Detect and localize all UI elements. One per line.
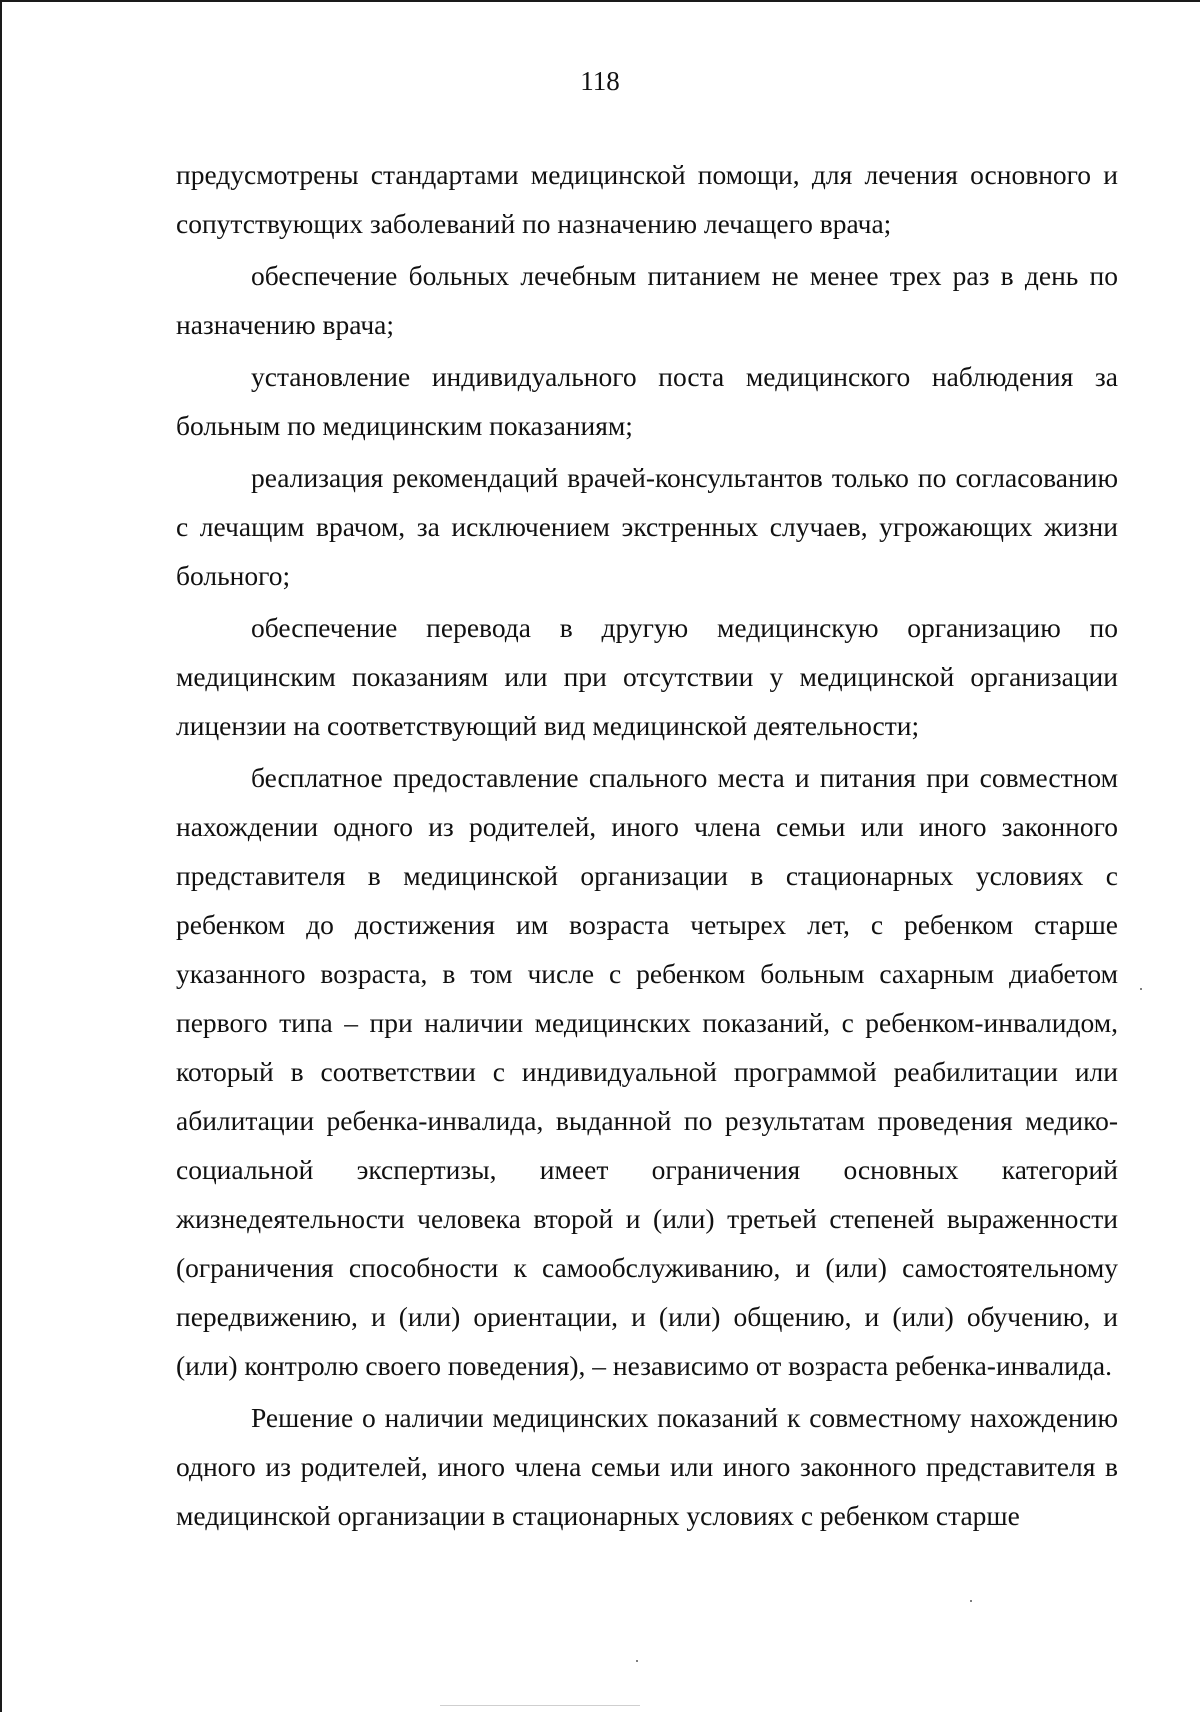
paragraph: бесплатное предоставление спального места и питания при совместном нахождении одного из родителей, иного члена семьи или иного законного представителя в медицинской организации в стационарных условиях с ребенком до достижения им возраста четырех лет, с ребенком старше указанного возраста, в том числе с ребенком больным сахарным диабетом первого типа – при наличии медицинских показаний, с ребенком-инвалидом, который в соответствии с индивидуальной программой реабилитации или абилитации ребенка-инвалида, выданной по результатам проведения медико-социальной экспертизы, имеет ограничения основных категорий жизнедеятельности человека второй и (или) третьей степеней выраженности (ограничения способности к самообслуживанию, и (или) самостоятельному передвижению, и (или) ориентации, и (или) общению, и (или) обучению, и (или) контролю своего поведения), – независимо от возраста ребенка-инвалида.	[176, 762, 1118, 1381]
scan-speck	[970, 1600, 972, 1602]
paragraph: обеспечение перевода в другую медицинскую организацию по медицинским показаниям или при отсутствии у медицинской организации лицензии на соответствующий вид медицинской деятельности;	[176, 612, 1118, 741]
body-text	[176, 150, 1118, 1543]
scan-artifact-bottom	[440, 1705, 640, 1706]
scan-border-top	[0, 0, 1200, 2]
paragraph: установление индивидуального поста медицинского наблюдения за больным по медицинским показаниям;	[176, 361, 1118, 441]
scan-speck	[1140, 988, 1142, 990]
paragraph: реализация рекомендаций врачей-консультантов только по согласованию с лечащим врачом, за исключением экстренных случаев, угрожающих жизни больного;	[176, 462, 1118, 591]
scan-speck	[636, 1660, 638, 1662]
paragraph-continued: предусмотрены стандартами медицинской помощи, для лечения основного и сопутствующих заболеваний по назначению лечащего врача;	[176, 159, 1118, 239]
paragraph: обеспечение больных лечебным питанием не менее трех раз в день по назначению врача;	[176, 260, 1118, 340]
page-number: 118	[580, 66, 620, 96]
paragraph: Решение о наличии медицинских показаний к совместному нахождению одного из родителей, иного члена семьи или иного законного представителя в медицинской организации в стационарных условиях с ребенком старше	[176, 1402, 1118, 1531]
scan-border-left	[0, 0, 2, 1712]
